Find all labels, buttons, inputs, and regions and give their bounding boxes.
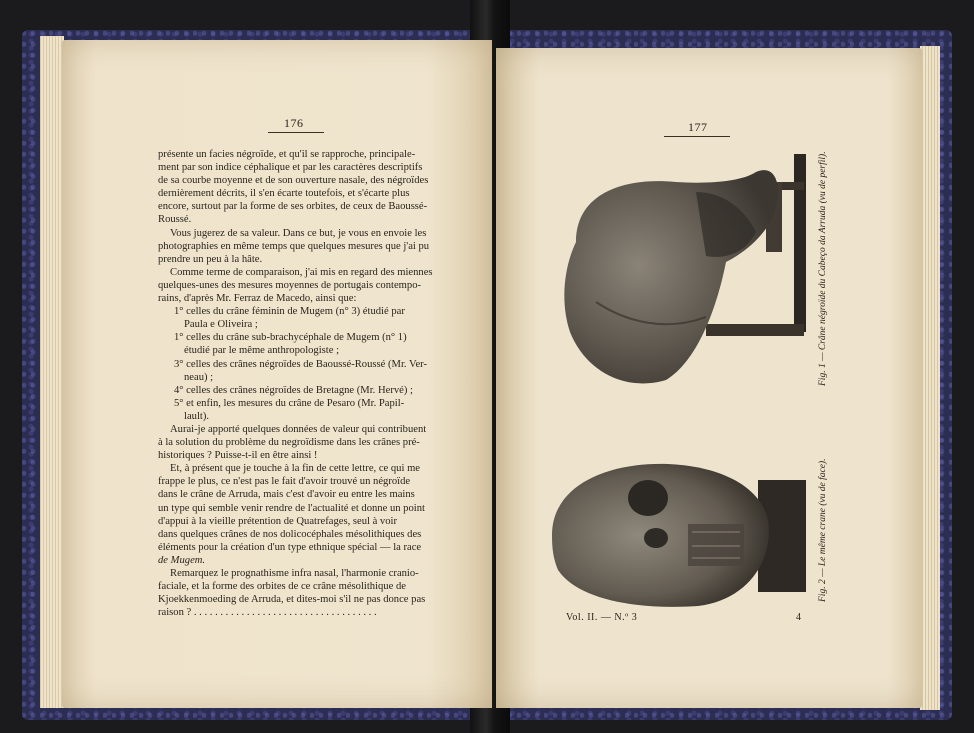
- body-line: à la solution du problème du negroïdisme dans les crânes pré-: [158, 437, 420, 449]
- body-line: dans le crâne de Arruda, mais c'est d'avoir eu entre les mains: [158, 489, 415, 501]
- body-line: photographies en même temps que quelques mesures que j'ai pu: [158, 240, 430, 252]
- right-header-rule: [664, 136, 730, 137]
- list-item: 4° celles des crânes négroïdes de Bretagne (Mr. Hervé) ;: [174, 384, 413, 396]
- left-page-body: [158, 148, 434, 619]
- list-item: 3° celles des crânes négroïdes de Baoussé-Roussé (Mr. Ver-: [174, 358, 428, 370]
- right-page-number: 177: [688, 120, 708, 134]
- body-line: prendre un peu à la hâte.: [158, 253, 263, 265]
- signature-mark: 4: [796, 612, 802, 623]
- body-line: présente un facies négroïde, et qu'il se rapproche, principale-: [158, 149, 416, 160]
- body-line: de sa courbe moyenne et de son ouverture nasale, des négroïdes: [158, 175, 429, 187]
- body-line: historiques ? Puisse-t-il en être ainsi !: [158, 450, 318, 462]
- body-line: dans quelques crânes de nos dolicocéphales mésolithiques des: [158, 528, 422, 540]
- body-line: ment par son indice céphalique et par les caractères descriptifs: [158, 162, 423, 174]
- page-edges-right: [920, 46, 940, 710]
- body-line: Vous jugerez de sa valeur. Dans ce but, je vous en envoie les: [170, 227, 427, 239]
- body-line: Roussé.: [158, 214, 192, 226]
- body-line: encore, surtout par la forme de ses orbites, de ceux de Baoussé-: [158, 201, 428, 213]
- volume-label: Vol. II. — N.º 3: [566, 612, 638, 623]
- body-line: d'appui à la vieille prétention de Quatrefages, seul à voir: [158, 515, 398, 527]
- skull-front-photo: [548, 460, 810, 610]
- left-header-rule: [268, 132, 324, 133]
- body-line: Aurai-je apporté quelques données de valeur qui contribuent: [170, 423, 427, 435]
- list-item-cont: neau) ;: [184, 371, 214, 383]
- page-edges-left: [40, 36, 64, 708]
- body-line: Remarquez le prognathisme infra nasal, l'harmonie cranio-: [170, 568, 419, 579]
- list-item-cont: étudié par le même anthropologiste ;: [184, 345, 340, 357]
- body-line: de Mugem.: [158, 554, 206, 566]
- body-line: dernièrement décrits, il s'en écarte toutefois, et s'écarte plus: [158, 188, 410, 200]
- body-line: éléments pour la création d'un type ethnique spécial — la race: [158, 541, 422, 553]
- body-line: rains, d'après Mr. Ferraz de Macedo, ainsi que:: [158, 293, 357, 305]
- list-item: 1° celles du crâne sub-brachycéphale de Mugem (n° 1): [174, 332, 407, 344]
- list-item-cont: lault).: [184, 410, 210, 422]
- skull-profile-photo: [556, 152, 816, 392]
- list-item: 5° et enfin, les mesures du crâne de Pesaro (Mr. Papil-: [174, 397, 405, 409]
- list-item-cont: Paula e Oliveira ;: [184, 319, 258, 331]
- body-line: raison ? . . . . . . . . . . . . . . . . . . . . . . . . . . . . . . . . . . .: [158, 607, 377, 619]
- body-line: Et, à présent que je touche à la fin de cette lettre, ce qui me: [170, 463, 421, 475]
- body-line: quelques-unes des mesures moyennes de portugais contempo-: [158, 279, 422, 291]
- figure-1-caption: Fig. 1 — Crâne négroïde du Cabeço da Arruda (vu de perfil).: [818, 151, 828, 386]
- body-line: un type qui semble venir rendre de l'actualité et donne un point: [158, 502, 425, 514]
- left-page-number: 176: [284, 116, 304, 130]
- body-line: Kjoekkenmoeding de Arruda, et dites-moi s'il ne pas donce pas: [158, 594, 426, 606]
- body-line: frappe le plus, ce n'est pas le fait d'avoir trouvé un négroïde: [158, 476, 411, 488]
- list-item: 1° celles du crâne féminin de Mugem (n° 3) étudié par: [174, 306, 405, 318]
- figure-2-caption: Fig. 2 — Le même crane (vu de face).: [818, 458, 828, 602]
- body-line: faciale, et la forme des orbites de ce crâne mésolithique de: [158, 581, 406, 593]
- body-line: Comme terme de comparaison, j'ai mis en regard des miennes: [170, 266, 433, 278]
